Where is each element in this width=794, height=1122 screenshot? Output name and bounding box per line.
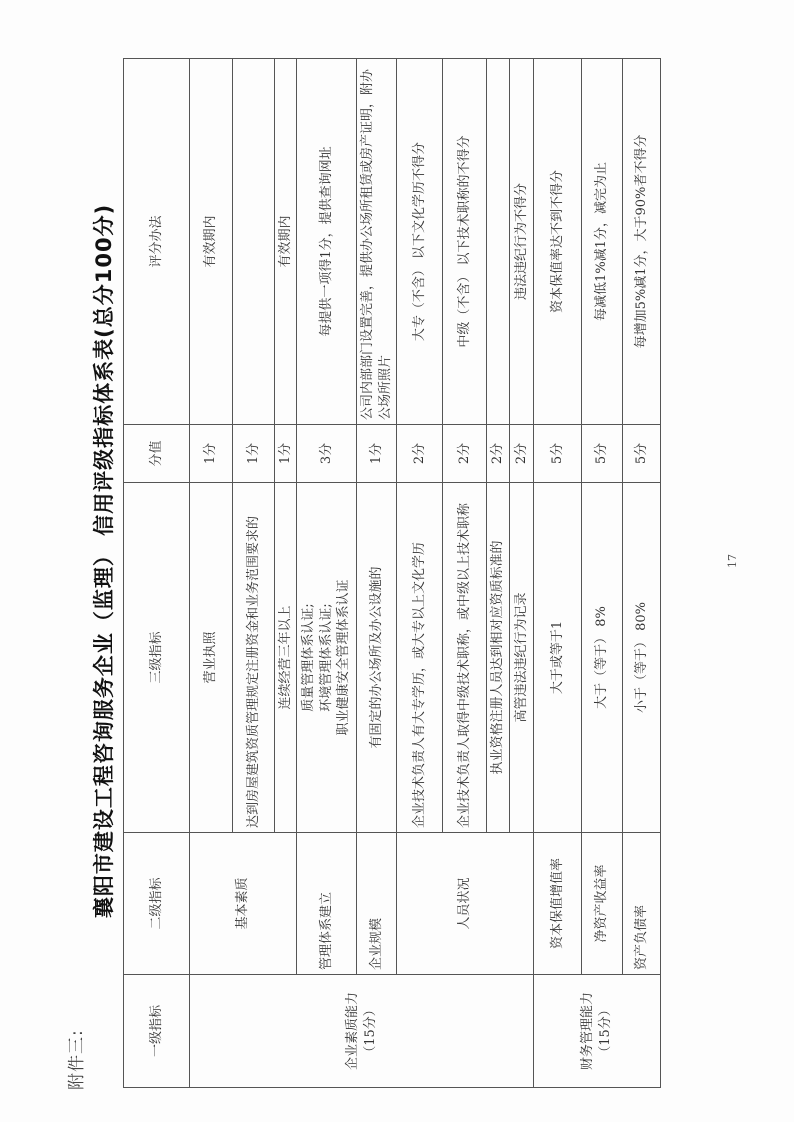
method-cell: 每提供一项得1分，提供查询网址 <box>297 59 357 425</box>
table-row <box>397 59 443 1088</box>
level1-points: （15分） <box>598 1003 613 1059</box>
level1-points: （15分） <box>362 1003 378 1059</box>
level1-label: 企业素质能力 <box>344 992 360 1071</box>
level3-cell: 营业执照 <box>190 483 233 833</box>
level3-cell: 企业技术负责人取得中级技术职称，或中级以上技术职称 <box>443 483 487 833</box>
score-cell: 5分 <box>582 425 623 483</box>
method-cell: 公司内部部门设置完善，提供办公场所租赁或房产证明，附办公场所照片 <box>357 59 397 425</box>
page-number: 17 <box>726 554 739 568</box>
score-cell: 2分 <box>487 425 510 483</box>
level2-cell: 人员状况 <box>397 833 534 975</box>
score-cell: 1分 <box>190 425 233 483</box>
method-cell: 有效期内 <box>275 59 297 425</box>
level3-cell: 大于（等于） 8% <box>582 483 623 833</box>
table-row <box>623 59 661 1088</box>
level3-cell: 企业技术负责人有大专学历，或大专以上文化学历 <box>397 483 443 833</box>
level2-cell: 资产负债率 <box>623 833 661 975</box>
method-cell <box>487 59 510 425</box>
method-cell: 每增加5%减1分，大于90%者不得分 <box>623 59 661 425</box>
table-row <box>297 59 357 1088</box>
level3-cell: 达到房屋建筑资质管理规定注册资金和业务范围要求的 <box>233 483 275 833</box>
method-cell: 资本保值率达不到不得分 <box>534 59 582 425</box>
level2-cell: 净资产收益率 <box>582 833 623 975</box>
score-cell: 3分 <box>297 425 357 483</box>
method-cell: 每减低1%减1分，减完为止 <box>582 59 623 425</box>
header-level1: 一级指标 <box>124 975 190 1088</box>
score-cell: 2分 <box>510 425 534 483</box>
score-cell: 2分 <box>397 425 443 483</box>
method-cell <box>233 59 275 425</box>
table-row <box>582 59 623 1088</box>
score-cell: 1分 <box>357 425 397 483</box>
level1-cell <box>190 975 534 1088</box>
header-score: 分值 <box>124 425 190 483</box>
header-level3: 三级指标 <box>124 483 190 833</box>
level2-cell: 基本素质 <box>190 833 297 975</box>
method-cell: 中级（不含） 以下技术职称的不得分 <box>443 59 487 425</box>
table-row <box>357 59 397 1088</box>
table-row <box>190 59 233 1088</box>
level3-cell: 高管违法违纪行为记录 <box>510 483 534 833</box>
method-cell: 大专（不含） 以下文化学历不得分 <box>397 59 443 425</box>
header-method: 评分办法 <box>124 59 190 425</box>
level3-cell <box>297 483 357 833</box>
annex-label: 附件三: <box>67 1029 87 1090</box>
score-cell: 5分 <box>534 425 582 483</box>
method-cell: 违法违纪行为不得分 <box>510 59 534 425</box>
level1-cell <box>534 975 661 1088</box>
method-cell: 有效期内 <box>190 59 233 425</box>
level3-cell: 大于或等于1 <box>534 483 582 833</box>
score-cell: 1分 <box>233 425 275 483</box>
level3-line: 质量管理体系认证; <box>301 603 317 712</box>
level2-cell: 企业规模 <box>357 833 397 975</box>
header-level2: 二级指标 <box>124 833 190 975</box>
level1-label: 财务管理能力 <box>580 992 596 1071</box>
level2-cell: 管理体系建立 <box>297 833 357 975</box>
score-cell: 1分 <box>275 425 297 483</box>
level3-cell: 连续经营三年以上 <box>275 483 297 833</box>
level2-cell: 资本保值增值率 <box>534 833 582 975</box>
level3-cell: 有固定的办公场所及办公设施的 <box>357 483 397 833</box>
level3-cell: 执业资格注册人员达到相对应资质标准的 <box>487 483 510 833</box>
score-cell: 5分 <box>623 425 661 483</box>
level3-line: 职业健康安全管理体系认证 <box>336 579 352 736</box>
credit-rating-table <box>123 58 661 1088</box>
header-row <box>124 59 190 1088</box>
level3-line: 环境管理体系认证; <box>318 603 334 712</box>
score-cell: 2分 <box>443 425 487 483</box>
page-title: 襄阳市建设工程咨询服务企业（监理） 信用评级指标体系表(总分100分) <box>92 203 116 919</box>
level3-cell: 小于（等于） 80% <box>623 483 661 833</box>
table-row <box>534 59 582 1088</box>
